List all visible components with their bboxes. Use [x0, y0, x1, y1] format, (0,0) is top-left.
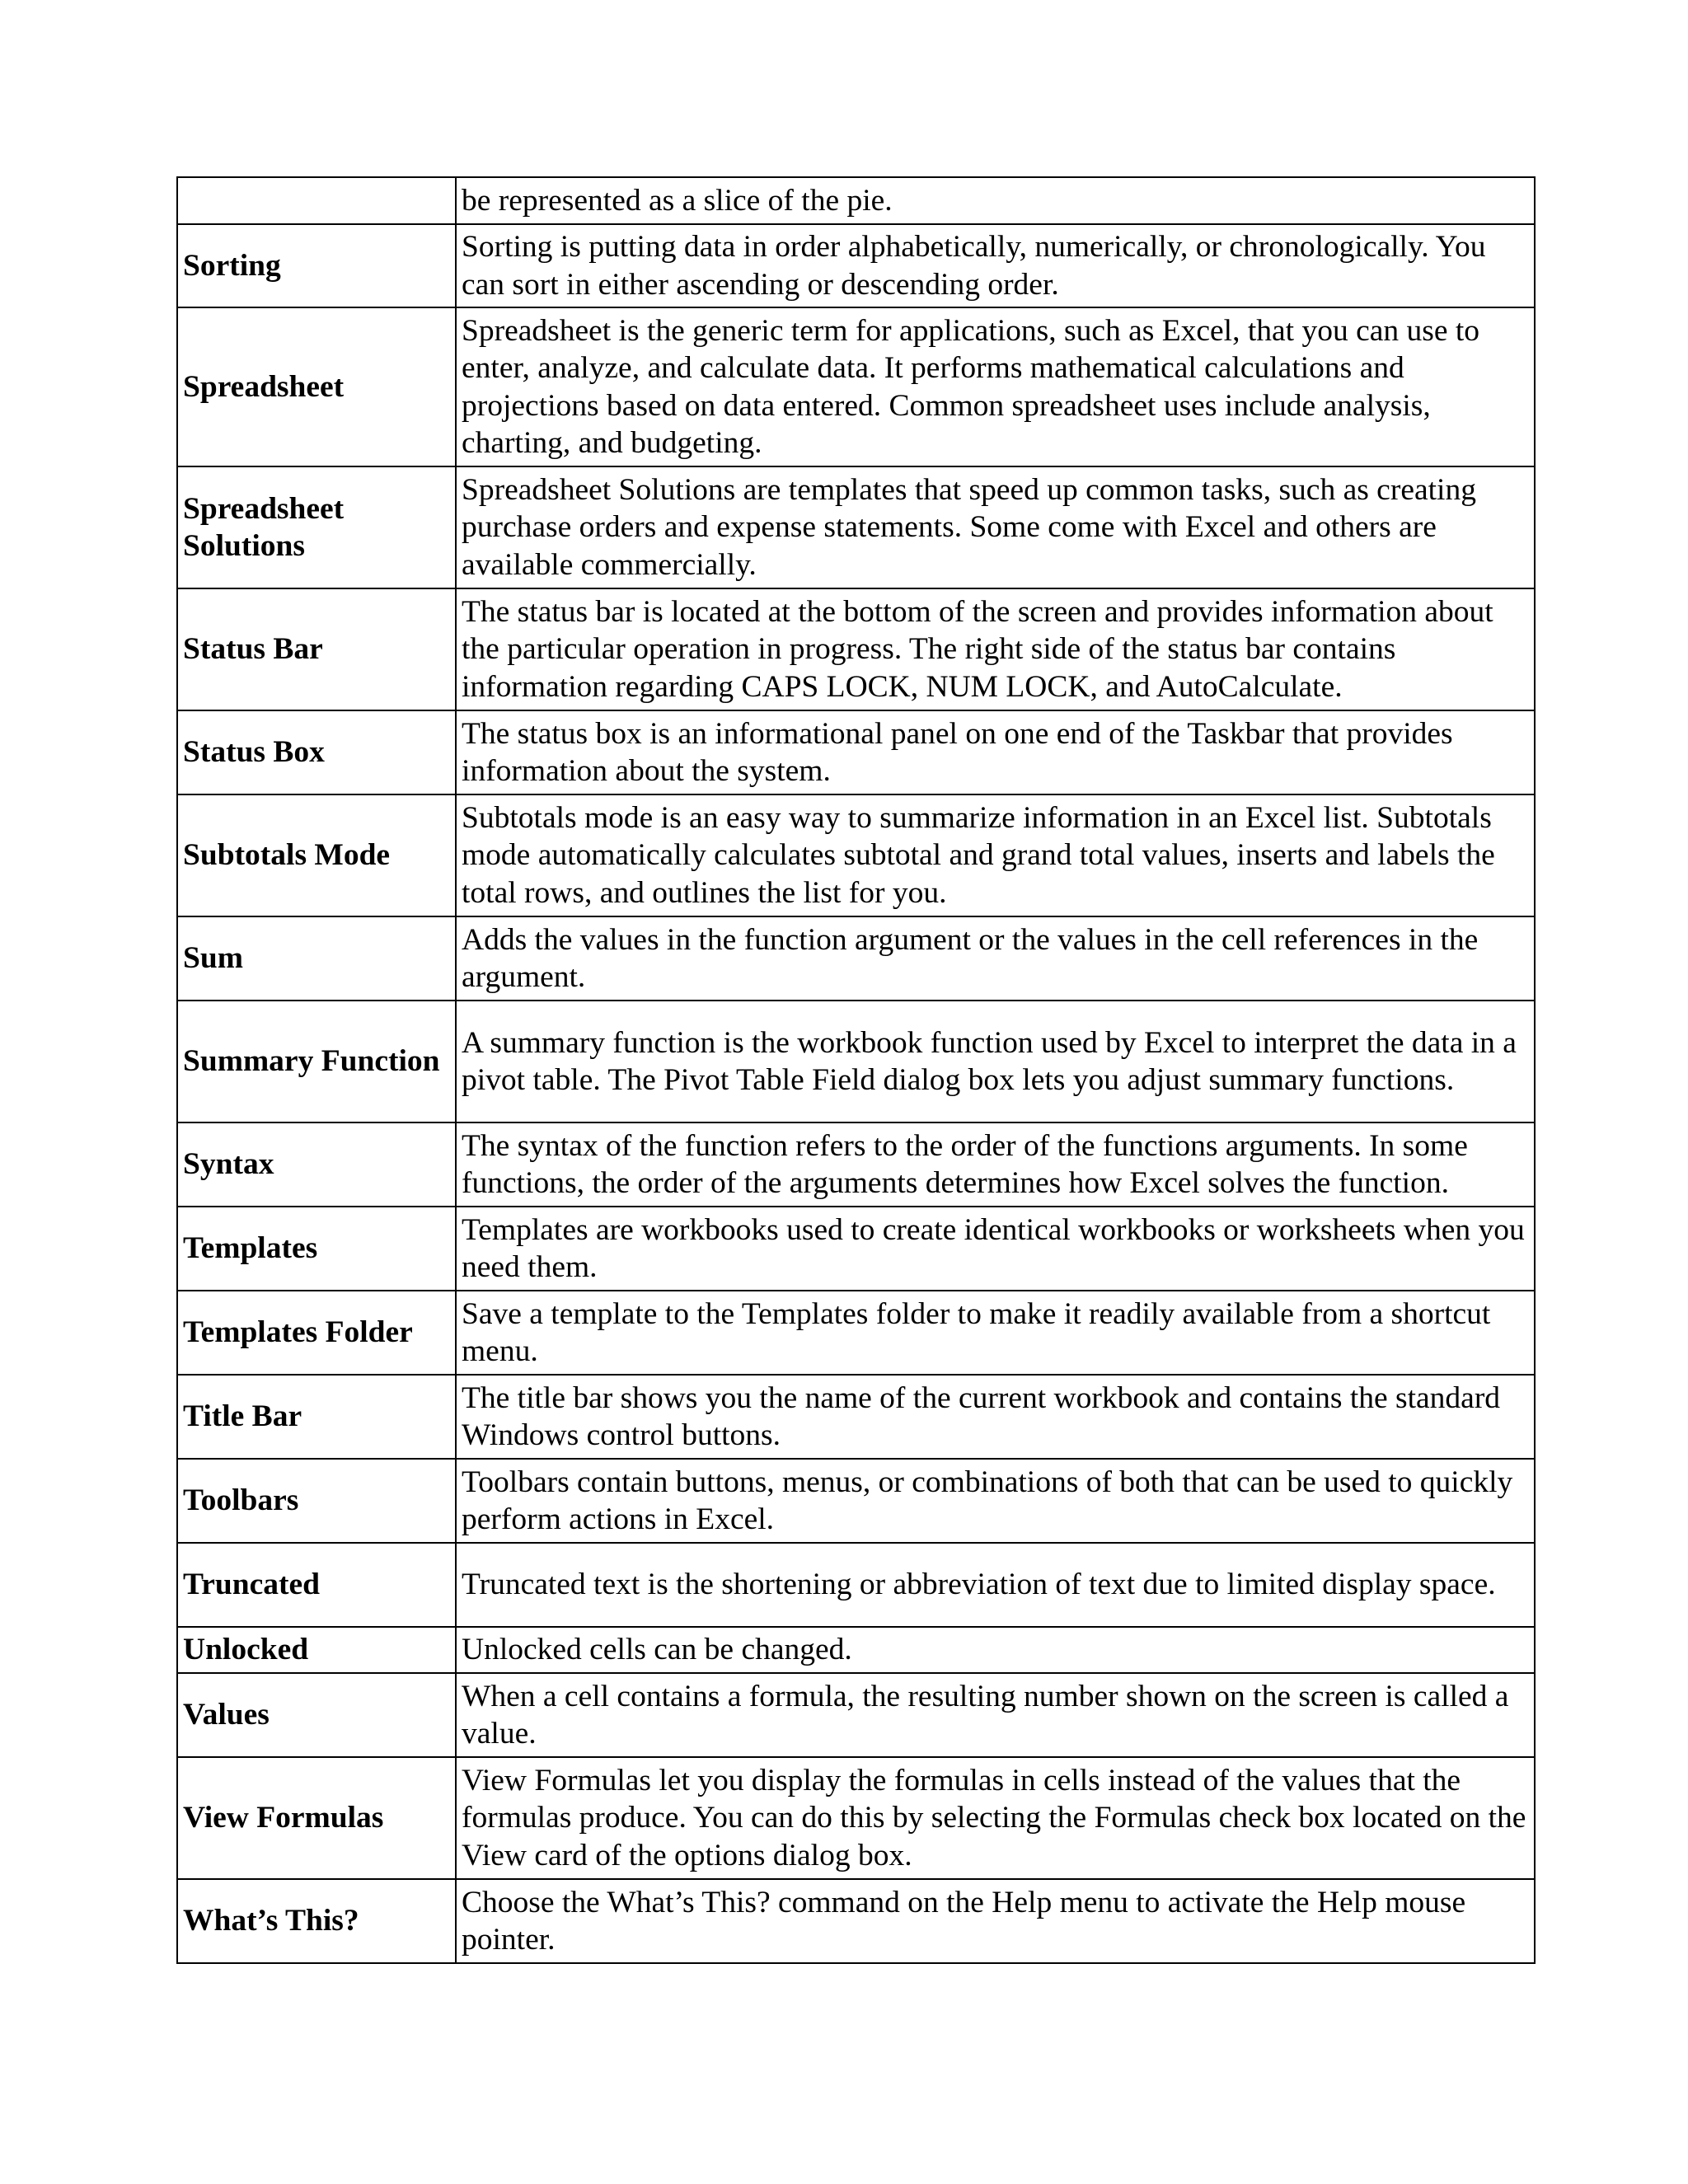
glossary-term: Spreadsheet Solutions	[177, 466, 456, 588]
glossary-term: Templates Folder	[177, 1291, 456, 1375]
table-row	[177, 307, 1535, 466]
glossary-definition: be represented as a slice of the pie.	[456, 177, 1535, 224]
table-row	[177, 794, 1535, 916]
glossary-term: View Formulas	[177, 1757, 456, 1879]
glossary-definition: Choose the What’s This? command on the Help menu to activate the Help mouse pointer.	[456, 1879, 1535, 1963]
glossary-term: Truncated	[177, 1543, 456, 1627]
table-row	[177, 588, 1535, 710]
glossary-term: Unlocked	[177, 1627, 456, 1673]
glossary-term: Sum	[177, 916, 456, 1001]
glossary-term: Status Bar	[177, 588, 456, 710]
table-row	[177, 177, 1535, 224]
table-row	[177, 224, 1535, 307]
glossary-definition: When a cell contains a formula, the resulting number shown on the screen is called a value.	[456, 1673, 1535, 1757]
table-row	[177, 1627, 1535, 1673]
glossary-definition: The status bar is located at the bottom of the screen and provides information about the particular operation in progress. The right side of the status bar contains information regarding CAPS LOCK, NUM LOCK, and AutoCalculate.	[456, 588, 1535, 710]
table-row	[177, 1673, 1535, 1757]
glossary-definition: Templates are workbooks used to create identical workbooks or worksheets when you need them.	[456, 1207, 1535, 1291]
glossary-definition: Toolbars contain buttons, menus, or combinations of both that can be used to quickly perform actions in Excel.	[456, 1459, 1535, 1543]
glossary-term: Syntax	[177, 1122, 456, 1207]
glossary-definition: The status box is an informational panel on one end of the Taskbar that provides information about the system.	[456, 710, 1535, 794]
table-row	[177, 1543, 1535, 1627]
glossary-definition: A summary function is the workbook function used by Excel to interpret the data in a pivot table. The Pivot Table Field dialog box lets you adjust summary functions.	[456, 1001, 1535, 1122]
glossary-definition: Spreadsheet Solutions are templates that speed up common tasks, such as creating purchase orders and expense statements. Some come with Excel and others are available commercially.	[456, 466, 1535, 588]
glossary-term: What’s This?	[177, 1879, 456, 1963]
table-row	[177, 466, 1535, 588]
table-row	[177, 1879, 1535, 1963]
glossary-term: Spreadsheet	[177, 307, 456, 466]
glossary-term: Subtotals Mode	[177, 794, 456, 916]
glossary-definition: Subtotals mode is an easy way to summarize information in an Excel list. Subtotals mode automatically calculates subtotal and grand total values, inserts and labels the total rows, and outlines the list for you.	[456, 794, 1535, 916]
glossary-definition: View Formulas let you display the formulas in cells instead of the values that the formulas produce. You can do this by selecting the Formulas check box located on the View card of the options dialog box.	[456, 1757, 1535, 1879]
table-row	[177, 1459, 1535, 1543]
table-row	[177, 1375, 1535, 1459]
glossary-body	[177, 177, 1535, 1963]
glossary-term: Values	[177, 1673, 456, 1757]
glossary-definition: Unlocked cells can be changed.	[456, 1627, 1535, 1673]
glossary-table	[176, 176, 1536, 1964]
glossary-definition: The title bar shows you the name of the current workbook and contains the standard Windows control buttons.	[456, 1375, 1535, 1459]
glossary-definition: Truncated text is the shortening or abbreviation of text due to limited display space.	[456, 1543, 1535, 1627]
glossary-term: Title Bar	[177, 1375, 456, 1459]
table-row	[177, 1207, 1535, 1291]
glossary-term	[177, 177, 456, 224]
glossary-definition: Spreadsheet is the generic term for applications, such as Excel, that you can use to enter, analyze, and calculate data. It performs mathematical calculations and projections based on data entered. Common spreadsheet uses include analysis, charting, and budgeting.	[456, 307, 1535, 466]
glossary-definition: Save a template to the Templates folder to make it readily available from a shortcut menu.	[456, 1291, 1535, 1375]
glossary-definition: The syntax of the function refers to the order of the functions arguments. In some functions, the order of the arguments determines how Excel solves the function.	[456, 1122, 1535, 1207]
table-row	[177, 1122, 1535, 1207]
table-row	[177, 1291, 1535, 1375]
glossary-term: Toolbars	[177, 1459, 456, 1543]
glossary-term: Summary Function	[177, 1001, 456, 1122]
table-row	[177, 1001, 1535, 1122]
glossary-definition: Sorting is putting data in order alphabetically, numerically, or chronologically. You can sort in either ascending or descending order.	[456, 224, 1535, 307]
glossary-definition: Adds the values in the function argument or the values in the cell references in the argument.	[456, 916, 1535, 1001]
glossary-term: Templates	[177, 1207, 456, 1291]
table-row	[177, 916, 1535, 1001]
glossary-term: Sorting	[177, 224, 456, 307]
table-row	[177, 1757, 1535, 1879]
glossary-term: Status Box	[177, 710, 456, 794]
table-row	[177, 710, 1535, 794]
